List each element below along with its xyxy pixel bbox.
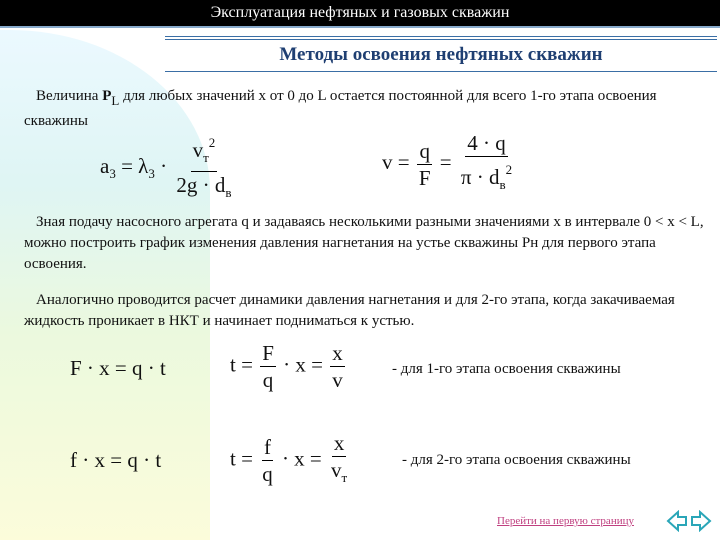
f6-mid: · x = bbox=[281, 446, 322, 471]
f4-den2: v bbox=[332, 368, 343, 392]
header-rule bbox=[165, 71, 717, 72]
caption-stage1: - для 1-го этапа освоения скважины bbox=[392, 361, 621, 377]
f2-den2-sup: 2 bbox=[505, 162, 513, 177]
formula-stage2-balance: f · x = q · t bbox=[70, 448, 162, 472]
f2-den2: π · d bbox=[460, 165, 500, 189]
header-rule bbox=[165, 39, 717, 40]
p2-text: Зная подачу насосного агрегата q и задаваясь несколькими разными значениями x в интервале 0 < x < L, можно построить график изменения давления нагнетания на устье скважины Рн для первого этапа освоения. bbox=[24, 214, 704, 272]
p1-symbol-sub: L bbox=[111, 93, 120, 108]
formula-stage1-balance: F · x = q · t bbox=[70, 356, 166, 380]
f2-fraction-1 bbox=[417, 138, 433, 191]
page-title: Методы освоения нефтяных скважин bbox=[279, 44, 603, 65]
f4-fraction-2 bbox=[330, 340, 345, 393]
f6-num2: x bbox=[333, 431, 345, 455]
f6-den2: v bbox=[331, 458, 342, 482]
f2-eq-2: = bbox=[439, 149, 452, 174]
f2-den2-sub: в bbox=[499, 177, 506, 192]
formula-stage2-time bbox=[230, 430, 351, 491]
f1-den: 2g · d bbox=[176, 173, 226, 197]
f6-lhs: t = bbox=[230, 446, 253, 471]
p1-symbol: P bbox=[102, 88, 112, 104]
f6-num1: f bbox=[263, 435, 271, 459]
f1-lhs-sub: 3 bbox=[109, 165, 116, 181]
f4-num2: x bbox=[332, 341, 343, 365]
f2-num2: 4 · q bbox=[467, 131, 506, 155]
f1-lambda: λ bbox=[138, 153, 149, 178]
p3-text: Аналогично проводится расчет динамики давления нагнетания и для 2-го этапа, когда закачиваемая жидкость проникает в НКТ и начинает подниматься к устью. bbox=[24, 292, 675, 329]
formula-velocity bbox=[382, 130, 516, 198]
f4-den1: q bbox=[262, 368, 274, 392]
f1-lambda-sub: 3 bbox=[148, 165, 155, 181]
paragraph-1 bbox=[24, 86, 704, 132]
f1-dot: · bbox=[160, 153, 168, 178]
f2-den1: F bbox=[418, 165, 431, 190]
course-title: Эксплуатация нефтяных и газовых скважин bbox=[210, 4, 510, 21]
f1-lhs: a bbox=[100, 153, 110, 178]
f2-fraction-2 bbox=[459, 130, 514, 198]
f4-lhs: t = bbox=[230, 352, 253, 377]
top-bar bbox=[0, 0, 720, 28]
formula-stage1-time bbox=[230, 340, 347, 393]
f1-num: v bbox=[192, 138, 204, 162]
f2-eq: = bbox=[397, 149, 410, 174]
p1-text-rest: для любых значений х от 0 до L остается постоянной для всего 1-го этапа освоения скважины bbox=[24, 88, 657, 129]
p1-text: Величина bbox=[36, 88, 103, 104]
f1-eq: = bbox=[121, 153, 133, 178]
f1-den-sub: в bbox=[225, 185, 232, 200]
f2-lhs: v bbox=[382, 149, 393, 174]
caption-stage2: - для 2-го этапа освоения скважины bbox=[402, 452, 631, 468]
f4-num1: F bbox=[262, 341, 274, 365]
formula-acceleration bbox=[100, 130, 236, 206]
f6-den2-sub: т bbox=[341, 470, 348, 485]
f1-num-sup: 2 bbox=[208, 135, 216, 150]
f4-mid: · x = bbox=[283, 352, 323, 377]
f6-fraction-2 bbox=[329, 430, 349, 491]
f6-fraction-1 bbox=[260, 434, 275, 487]
slide-header bbox=[165, 36, 717, 72]
f1-fraction bbox=[174, 130, 233, 206]
header-rule bbox=[165, 36, 717, 37]
f4-fraction-1 bbox=[260, 340, 276, 393]
f2-num1: q bbox=[419, 138, 430, 163]
f6-den1: q bbox=[262, 462, 273, 486]
first-page-link[interactable]: Перейти на первую страницу bbox=[497, 515, 634, 527]
paragraph-2 bbox=[24, 212, 704, 275]
arrow-left-icon[interactable] bbox=[666, 510, 688, 532]
arrow-right-icon[interactable] bbox=[690, 510, 712, 532]
f1-num-sub: т bbox=[203, 150, 209, 165]
paragraph-3 bbox=[24, 290, 704, 332]
